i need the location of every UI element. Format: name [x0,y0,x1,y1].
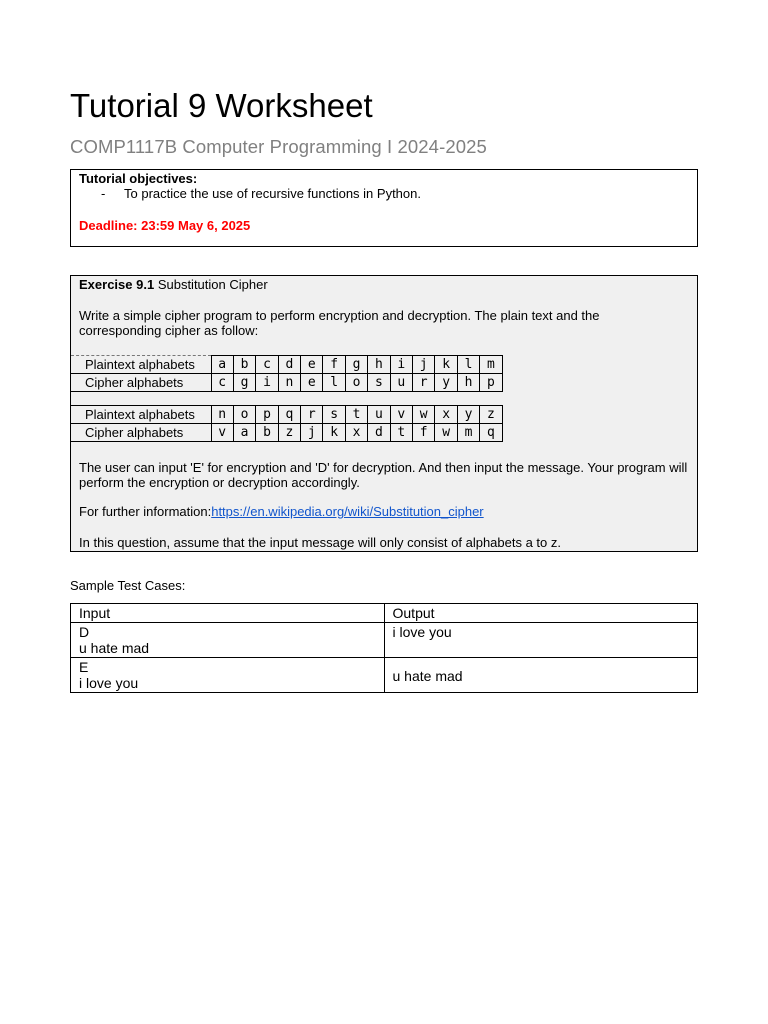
plain-letter: m [480,356,502,374]
cipher-letter: h [457,374,479,392]
plain-letter: h [368,356,390,374]
input-message: i love you [79,675,139,691]
plaintext-label: Plaintext alphabets [71,406,211,424]
cipher-letter: a [233,424,255,442]
plain-letter: z [480,406,502,424]
plain-letter: l [457,356,479,374]
plain-letter: r [301,406,323,424]
cipher-letter: z [278,424,300,442]
page-title: Tutorial 9 Worksheet [70,87,373,124]
plain-letter: k [435,356,457,374]
wikipedia-link[interactable]: https://en.wikipedia.org/wiki/Substitution_cipher [211,504,484,519]
sample-test-cases-label: Sample Test Cases: [70,578,186,593]
plaintext-row [71,356,502,374]
input-cell [71,623,385,658]
cipher-letter: q [480,424,502,442]
exercise-number: Exercise 9.1 [79,277,155,292]
usage-text: The user can input 'E' for encryption and 'D' for decryption. And then input the message. Your program will perform the encryption or decryption accordingly. [79,460,688,490]
cipher-letter: i [256,374,278,392]
input-column-header: Input [71,604,385,623]
bullet-marker: - [101,186,106,201]
cipher-letter: t [390,424,412,442]
cipher-letter: l [323,374,345,392]
input-message: u hate mad [79,640,150,656]
plain-letter: i [390,356,412,374]
table-row [71,623,698,658]
exercise-description: Write a simple cipher program to perform encryption and decryption. The plain text and the corresponding cipher as follow: [79,308,600,338]
sample-test-table [70,603,698,693]
plain-letter: f [323,356,345,374]
cipher-letter: e [301,374,323,392]
cipher-letter: d [368,424,390,442]
output-cell: i love you [384,623,698,658]
plain-letter: w [413,406,435,424]
objectives-box [70,169,698,247]
table-header-row [71,604,698,623]
cipher-letter: k [323,424,345,442]
cipher-table-n-z [71,405,503,442]
input-cell [71,658,385,693]
objective-item [79,186,689,201]
cipher-letter: g [233,374,255,392]
plain-letter: q [278,406,300,424]
exercise-box [70,275,698,552]
cipher-letter: x [345,424,367,442]
plain-letter: e [301,356,323,374]
table-row [71,658,698,693]
plain-letter: y [457,406,479,424]
plain-letter: o [233,406,255,424]
cipher-letter: o [345,374,367,392]
further-info [79,504,689,519]
cipher-letter: v [211,424,233,442]
plain-letter: c [256,356,278,374]
output-cell: u hate mad [384,658,698,693]
cipher-letter: r [413,374,435,392]
cipher-label: Cipher alphabets [71,424,211,442]
cipher-letter: w [435,424,457,442]
cipher-row [71,374,502,392]
plain-letter: s [323,406,345,424]
plain-letter: b [233,356,255,374]
input-mode: E [79,659,89,675]
cipher-letter: u [390,374,412,392]
cipher-letter: y [435,374,457,392]
plain-letter: j [413,356,435,374]
cipher-label: Cipher alphabets [71,374,211,392]
cipher-row [71,424,502,442]
plain-letter: n [211,406,233,424]
plain-letter: g [345,356,367,374]
cipher-letter: c [211,374,233,392]
cipher-letter: n [278,374,300,392]
cipher-letter: b [256,424,278,442]
cipher-letter: s [368,374,390,392]
plain-letter: x [435,406,457,424]
course-subtitle: COMP1117B Computer Programming I 2024-2025 [70,136,487,157]
assumption-text: In this question, assume that the input message will only consist of alphabets a to z. [79,535,561,550]
objective-text: To practice the use of recursive functions in Python. [124,186,421,201]
plain-letter: a [211,356,233,374]
exercise-name: Substitution Cipher [157,277,268,292]
plaintext-row [71,406,502,424]
plaintext-label: Plaintext alphabets [71,356,211,374]
cipher-letter: m [457,424,479,442]
cipher-table-a-m [71,355,503,392]
plain-letter: v [390,406,412,424]
input-mode: D [79,624,90,640]
objectives-heading: Tutorial objectives: [79,171,198,186]
plain-letter: u [368,406,390,424]
cipher-letter: p [480,374,502,392]
plain-letter: p [256,406,278,424]
output-column-header: Output [384,604,698,623]
cipher-letter: f [413,424,435,442]
info-prefix: For further information: [79,504,212,519]
plain-letter: t [345,406,367,424]
exercise-heading [79,277,268,292]
deadline-text: Deadline: 23:59 May 6, 2025 [79,218,251,233]
cipher-letter: j [301,424,323,442]
plain-letter: d [278,356,300,374]
